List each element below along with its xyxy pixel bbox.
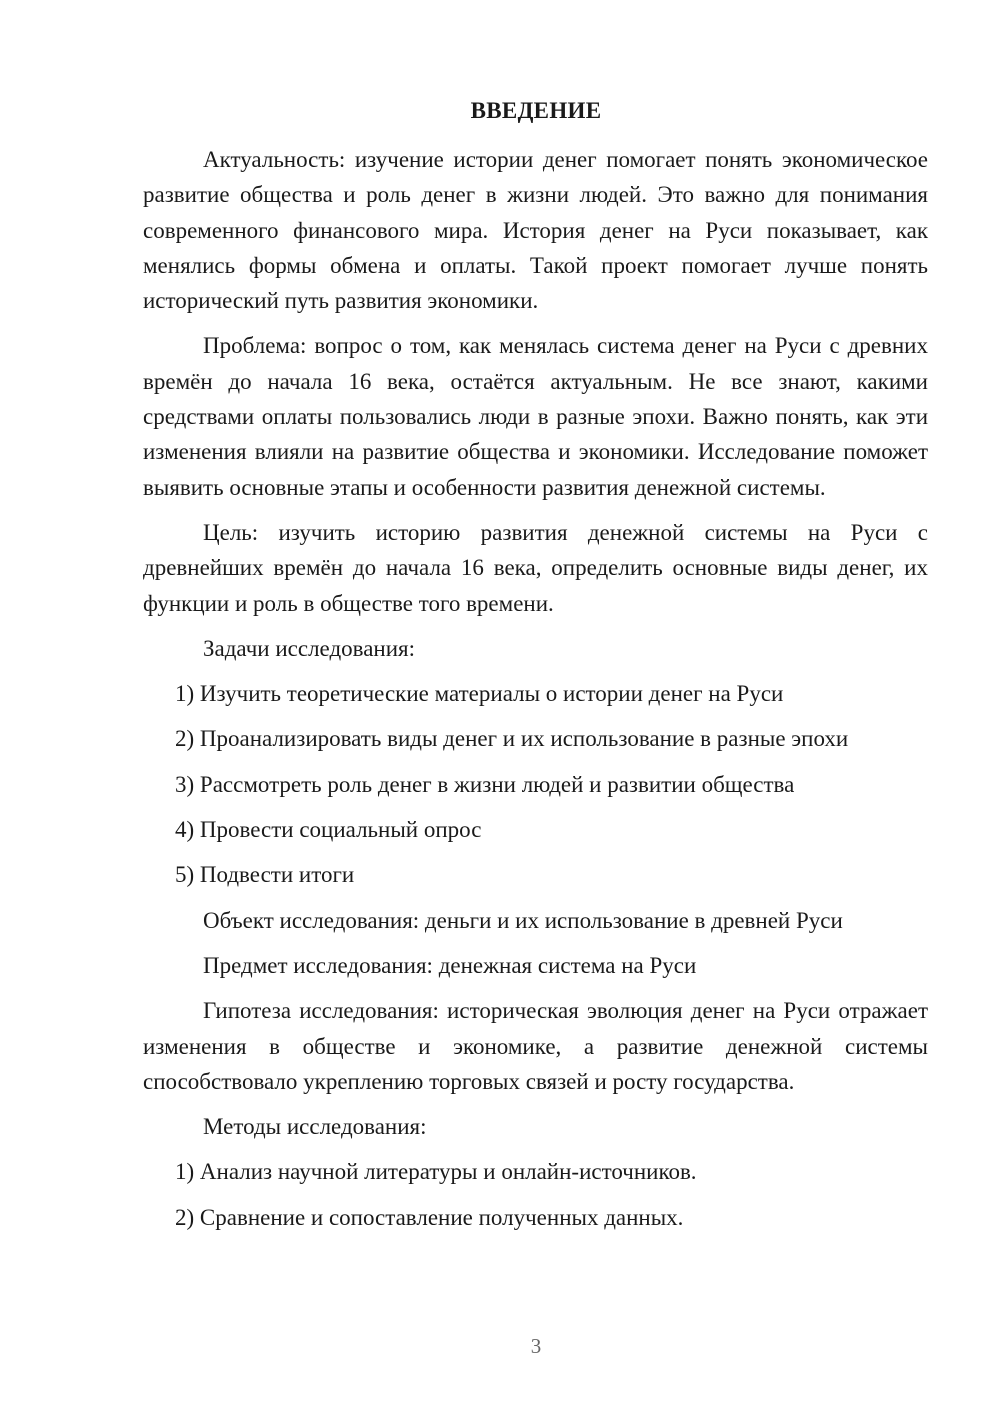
paragraph-hypothesis: Гипотеза исследования: историческая эволюция денег на Руси отражает изменения в обществе и экономике, а развитие денежной системы способствовало укреплению торговых связей и росту государства. <box>143 998 928 1094</box>
task-item-4: 4) Провести социальный опрос <box>175 817 482 843</box>
task-item-3: 3) Рассмотреть роль денег в жизни людей и развитии общества <box>175 771 795 797</box>
section-title: ВВЕДЕНИЕ <box>470 98 602 123</box>
method-item-1: 1) Анализ научной литературы и онлайн-источников. <box>175 1159 697 1185</box>
paragraph-subject: Предмет исследования: денежная система на Руси <box>203 952 697 978</box>
task-item-1: 1) Изучить теоретические материалы о истории денег на Руси <box>175 681 784 707</box>
tasks-heading: Задачи исследования: <box>203 635 416 661</box>
page-number: 3 <box>530 1334 542 1358</box>
paragraph-goal: Цель: изучить историю развития денежной системы на Руси с древнейших времён до начала 16 века, определить основные виды денег, их функции и роль в обществе того времени. <box>143 519 928 616</box>
paragraph-problem: Проблема: вопрос о том, как менялась система денег на Руси с древних времён до начала 16 века, остаётся актуальным. Не все знают, какими средствами оплаты пользовались люди в разные эпохи. Важно понять, как эти изменения влияли на развитие общества и экономики. Исследование поможет выявить основные этапы и особенности развития денежной системы. <box>143 333 928 500</box>
task-item-2: 2) Проанализировать виды денег и их использование в разные эпохи <box>175 726 849 752</box>
paragraph-relevance: Актуальность: изучение истории денег помогает понять экономическое развитие общества и роль денег в жизни людей. Это важно для понимания современного финансового мира. История денег на Руси показывает, как менялись формы обмена и оплаты. Такой проект помогает лучше понять исторический путь развития экономики. <box>143 147 928 314</box>
document-body <box>143 142 928 1245</box>
paragraph-object: Объект исследования: деньги и их использование в древней Руси <box>203 907 843 933</box>
task-item-5: 5) Подвести итоги <box>175 862 355 888</box>
methods-heading: Методы исследования: <box>203 1114 427 1140</box>
method-item-2: 2) Сравнение и сопоставление полученных данных. <box>175 1204 684 1230</box>
